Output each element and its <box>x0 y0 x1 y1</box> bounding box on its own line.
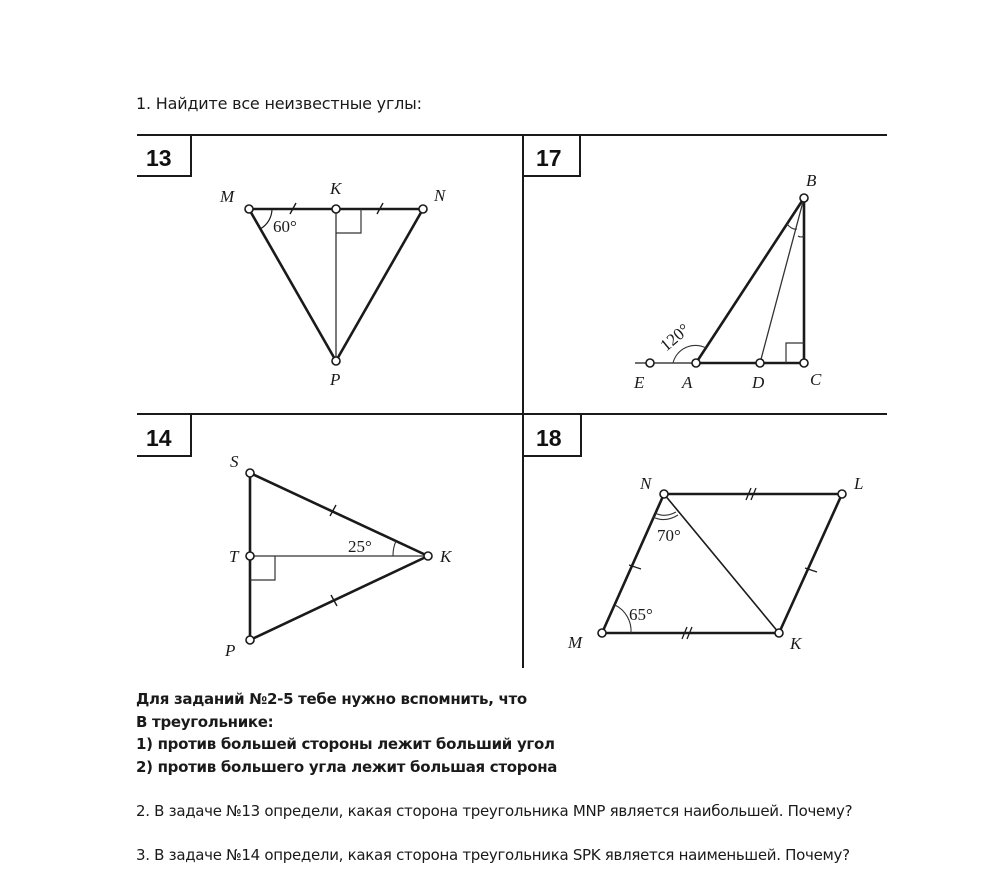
point-n <box>419 205 427 213</box>
figure-14-number-box <box>137 414 191 456</box>
label-d: D <box>752 373 765 392</box>
point-b <box>800 194 808 202</box>
angle-arc-k <box>393 541 396 556</box>
figure-18-number-box <box>523 414 581 456</box>
figure-18-parallelogram-mnlk <box>567 474 863 653</box>
figure-13-number-box <box>137 135 191 176</box>
right-angle-mark <box>336 209 361 233</box>
label-k: K <box>440 547 452 566</box>
label-p: P <box>330 370 341 389</box>
angle-label-bae: 120° <box>656 319 694 356</box>
right-angle-mark <box>250 556 275 580</box>
bisector-bd <box>760 198 804 363</box>
figure-18-number: 18 <box>536 425 562 451</box>
diagonal-nk <box>664 494 779 633</box>
figure-17-triangle-abc <box>633 171 822 392</box>
point-k <box>424 552 432 560</box>
angle-arc-mnk-inner <box>655 512 676 515</box>
point-k <box>775 629 783 637</box>
label-t: T <box>229 547 239 566</box>
label-p: P <box>225 641 236 660</box>
side-pk <box>250 556 428 640</box>
side-ab <box>696 198 804 363</box>
label-m: M <box>568 633 583 652</box>
label-n: N <box>640 474 652 493</box>
question-3: 3. В задаче №14 определи, какая сторона треугольника SPK является наименьшей. Почему? <box>136 846 850 864</box>
point-p <box>332 357 340 365</box>
angle-label-m: 65° <box>629 605 653 624</box>
reminder-line: Для заданий №2-5 тебе нужно вспомнить, что <box>136 690 527 708</box>
point-a <box>692 359 700 367</box>
figure-17-number-box <box>523 135 580 176</box>
label-n: N <box>434 186 446 205</box>
point-n <box>660 490 668 498</box>
point-m <box>245 205 253 213</box>
reminder-line: 1) против большей стороны лежит больший угол <box>136 735 555 753</box>
task-1-heading: 1. Найдите все неизвестные углы: <box>136 94 422 113</box>
figure-14-triangle-spk <box>224 452 453 660</box>
label-l: L <box>854 474 864 493</box>
point-m <box>598 629 606 637</box>
point-s <box>246 469 254 477</box>
label-k: K <box>790 634 802 653</box>
label-c: C <box>810 370 822 389</box>
point-d <box>756 359 764 367</box>
point-l <box>838 490 846 498</box>
label-m: M <box>220 187 235 206</box>
reminder-block <box>136 688 557 778</box>
reminder-line: 2) против большего угла лежит большая сторона <box>136 757 558 776</box>
label-b: B <box>806 171 817 190</box>
point-t <box>246 552 254 560</box>
side-np <box>336 209 423 361</box>
angle-arc-m <box>260 209 272 229</box>
point-e <box>646 359 654 367</box>
label-a: A <box>682 373 693 392</box>
side-kl <box>779 494 842 633</box>
angle-label-mnk: 70° <box>657 526 681 545</box>
label-e: E <box>634 373 645 392</box>
label-k: K <box>330 179 342 198</box>
figure-17-number: 17 <box>536 145 562 171</box>
figure-14-number: 14 <box>146 425 172 451</box>
question-2: 2. В задаче №13 определи, какая сторона треугольника MNP является наибольшей. Почему? <box>136 802 853 820</box>
figure-13-triangle-mnp <box>219 179 447 389</box>
angle-label-k: 25° <box>348 537 372 556</box>
side-sk <box>250 473 428 556</box>
point-p <box>246 636 254 644</box>
angle-label-m: 60° <box>273 217 297 236</box>
angle-arc-dbc <box>798 236 804 237</box>
reminder-line: В треугольнике: <box>136 712 274 731</box>
figure-13-number: 13 <box>146 145 172 171</box>
point-c <box>800 359 808 367</box>
point-k <box>332 205 340 213</box>
label-s: S <box>230 452 239 471</box>
